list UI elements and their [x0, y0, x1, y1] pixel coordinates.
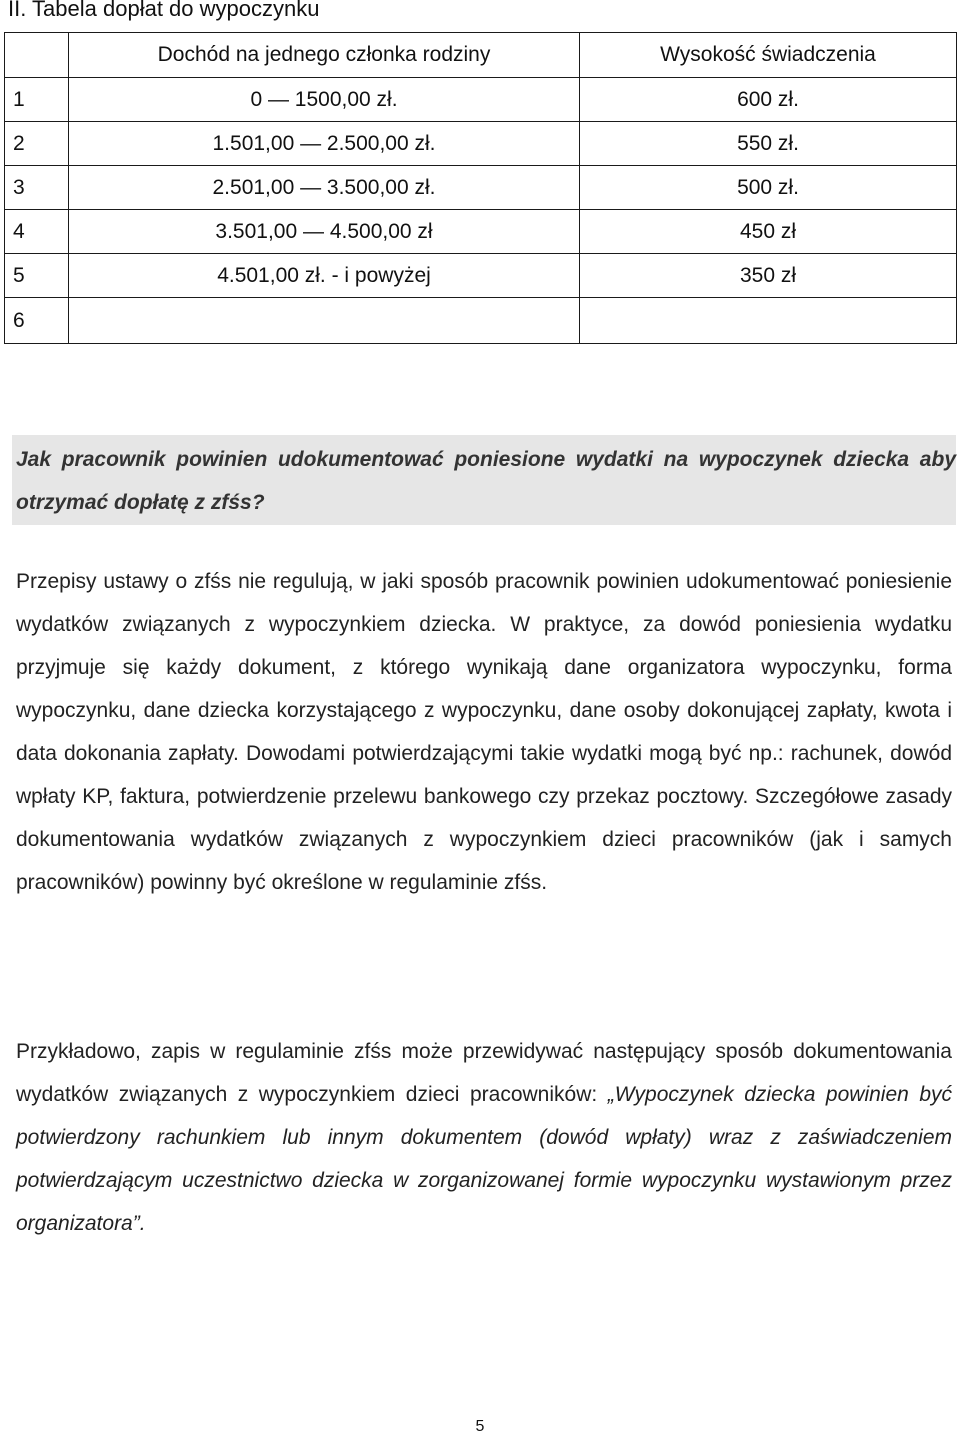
- table-row: [5, 122, 957, 166]
- row-number: 1: [5, 78, 69, 122]
- table-row: [5, 78, 957, 122]
- row-income: 2.501,00 — 3.500,00 zł.: [69, 166, 580, 210]
- row-number: 3: [5, 166, 69, 210]
- row-income: [69, 298, 580, 344]
- table-header-num: [5, 33, 69, 78]
- paragraph-example-quote: „Wypoczynek dziecka powinien być potwierdzony rachunkiem lub innym dokumentem (dowód wpłaty) wraz z zaświadczeniem potwierdzającym uczestnictwo dziecka w zorganizowanej formie wypoczynku wystawionym przez organizatora”.: [16, 1083, 953, 1235]
- row-income: 4.501,00 zł. - i powyżej: [69, 254, 580, 298]
- paragraph-example: [16, 1030, 952, 1245]
- paragraph-documentation-rules: Przepisy ustawy o zfśs nie regulują, w jaki sposób pracownik powinien udokumentować poniesienie wydatków związanych z wypoczynkiem dziecka. W praktyce, za dowód poniesienia wydatku przyjmuje się każdy dokument, z którego wynikają dane organizatora wypoczynku, forma wypoczynku, dane dziecka korzystającego z wypoczynku, dane osoby dokonującej zapłaty, kwota i data dokonania zapłaty. Dowodami potwierdzającymi takie wydatki mogą być np.: rachunek, dowód wpłaty KP, faktura, potwierdzenie przelewu bankowego czy przekaz pocztowy. Szczegółowe zasady dokumentowania wydatków związanych z wypoczynkiem dzieci pracowników (jak i samych pracowników) powinny być określone w regulaminie zfśs.: [16, 570, 952, 894]
- row-amount: 550 zł.: [580, 122, 957, 166]
- row-number: 6: [5, 298, 69, 344]
- row-amount: 450 zł: [580, 210, 957, 254]
- row-number: 5: [5, 254, 69, 298]
- row-amount: [580, 298, 957, 344]
- row-income: 0 — 1500,00 zł.: [69, 78, 580, 122]
- table-header-amount: Wysokość świadczenia: [580, 33, 957, 78]
- section-title: II. Tabela dopłat do wypoczynku: [8, 0, 320, 21]
- table-row: [5, 210, 957, 254]
- table-row: [5, 254, 957, 298]
- table-row: [5, 166, 957, 210]
- row-income: 1.501,00 — 2.500,00 zł.: [69, 122, 580, 166]
- paragraph-example-intro: Przykładowo, zapis w regulaminie zfśs może przewidywać następujący sposób dokumentowania wydatków związanych z wypoczynkiem dzieci pracowników:: [16, 1040, 952, 1106]
- subsidy-table: [4, 32, 957, 344]
- page-number: 5: [475, 1418, 485, 1435]
- table-row: [5, 298, 957, 344]
- table-header-row: [5, 33, 957, 78]
- question-heading: Jak pracownik powinien udokumentować poniesione wydatki na wypoczynek dziecka aby otrzymać dopłatę z zfśs?: [16, 448, 956, 514]
- row-amount: 500 zł.: [580, 166, 957, 210]
- row-number: 2: [5, 122, 69, 166]
- row-income: 3.501,00 — 4.500,00 zł: [69, 210, 580, 254]
- row-amount: 600 zł.: [580, 78, 957, 122]
- row-amount: 350 zł: [580, 254, 957, 298]
- row-number: 4: [5, 210, 69, 254]
- table-header-income: Dochód na jednego członka rodziny: [69, 33, 580, 78]
